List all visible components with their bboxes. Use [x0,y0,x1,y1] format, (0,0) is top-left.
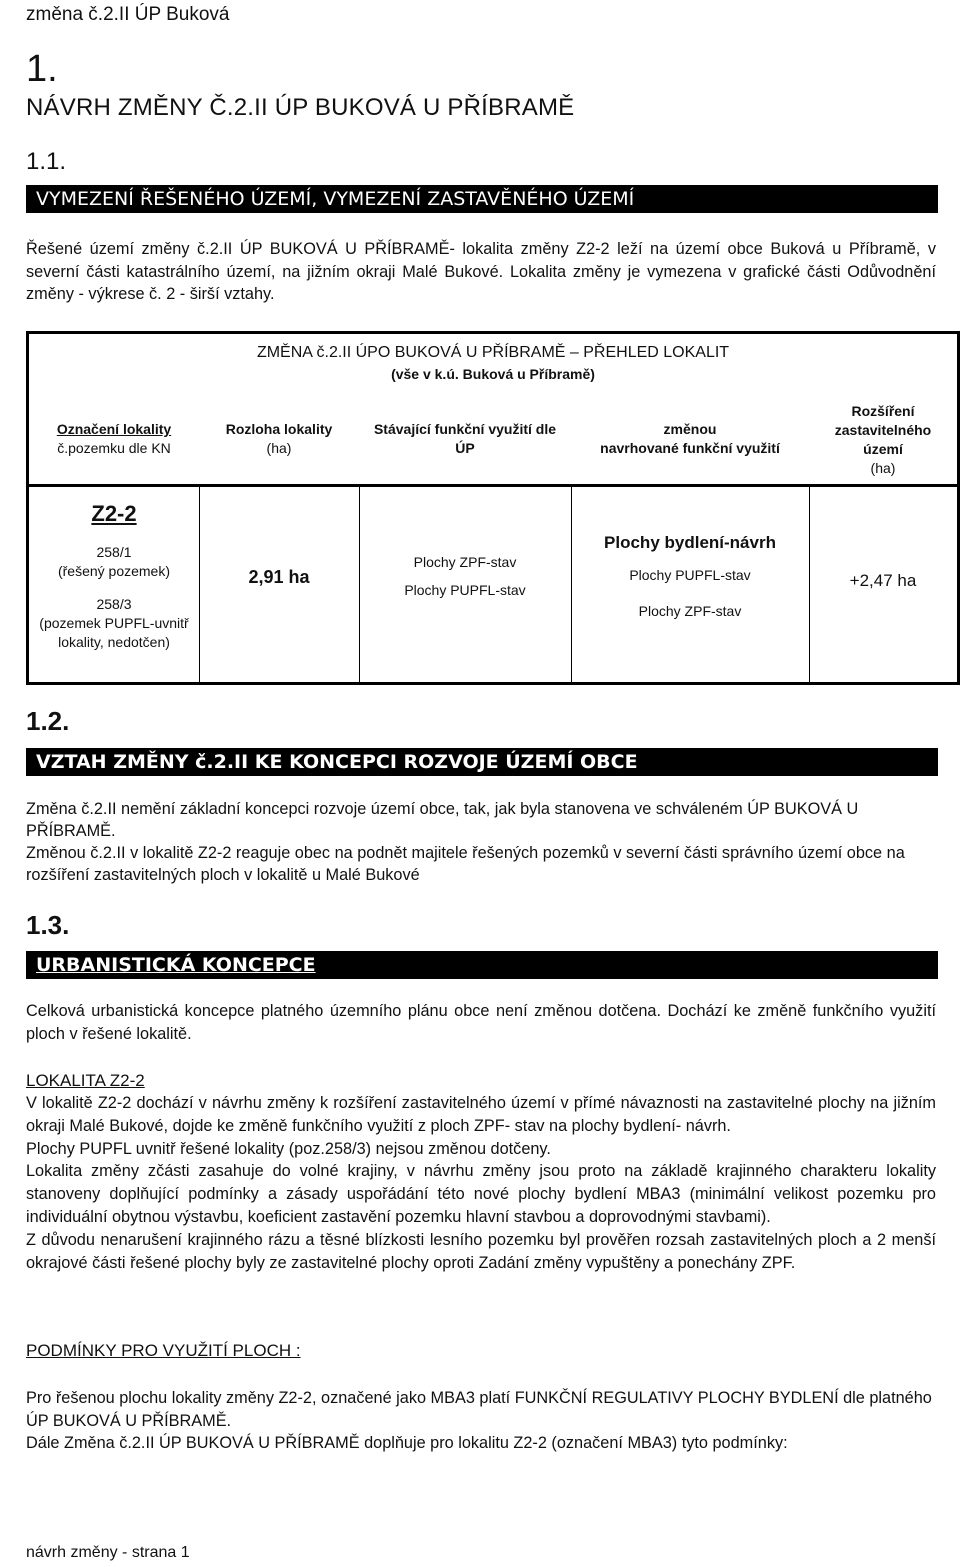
lokalita-text: V lokalitě Z2-2 dochází v návrhu změny k rozšíření zastavitelného území v přímé návaznosti na zastavitelné plochy na jižním okraji Malé Bukové, dojde ke změně funkčního využití z ploch ZPF- stav na plochy bydlení- návrh. Plochy PUPFL uvnitř řešené lokality (poz.258/3) nejsou změnou dotčeny. Lokalita změny zčásti zasahuje do volné krajiny, v návrhu změny jsou proto na základě krajinného charakteru lokality stanoveny doplňující podmínky a zásady uspořádání této nové plochy bydlení MBA3 (minimální velikost pozemku pro individuální obytnou výstavbu, koeficient zastavění pozemku hlavní stavbou a doprovodnými stavbami). Z důvodu nenarušení krajinného rázu a těsné blízkosti lesního pozemku byl prověřen rozsah zastavitelných ploch a 2 menší okrajové části řešené plochy byly ze zastavitelné plochy oproti Zadání změny vypuštěny a ponechány ZPF. [26,1094,936,1272]
row-area: 2,91 ha [248,567,310,587]
section-1-2-number: 1.2. [26,706,70,736]
table-header-rule [29,484,957,487]
header-col-2: Rozloha lokality (ha) [225,421,333,456]
section-1-2-heading-bar: VZTAH ZMĚNY č.2.II KE KONCEPCI ROZVOJE ÚZEMÍ OBCE [26,748,938,776]
podminky-title: PODMÍNKY PRO VYUŽITÍ PLOCH : [26,1341,301,1360]
document-header: změna č.2.II ÚP Buková [26,4,230,25]
header-col-3: Stávající funkční využití dle ÚP [373,421,557,456]
header-col-1: Označení lokality č.pozemku dle KN [56,421,172,456]
table-title: ZMĚNA č.2.II ÚPO BUKOVÁ U PŘÍBRAMĚ – PŘEHLED LOKALIT [256,344,730,361]
header-col-4: změnou navrhované funkční využití [600,421,780,456]
header-col-5: Rozšíření zastavitelného území (ha) [834,403,932,476]
section-1-2-text: Změna č.2.II nemění základní koncepci rozvoje území obce, tak, jak byla stanovena ve schváleném ÚP BUKOVÁ U PŘÍBRAMĚ. Změnou č.2.II v lokalitě Z2-2 reaguje obec na podnět majitele řešených pozemků v severní části správního území obce na rozšíření zastavitelných ploch v lokalitě u Malé Bukové [26,800,905,884]
row-lokality-cell: Z2-2 258/1 (řešený pozemek) 258/3 (pozemek PUPFL-uvnitř lokality, nedotčen) [29,499,199,652]
section-1-title: NÁVRH ZMĚNY Č.2.II ÚP BUKOVÁ U PŘÍBRAMĚ [26,94,575,121]
lokalita-id: Z2-2 [91,501,137,526]
lokalita-title: LOKALITA Z2-2 [26,1071,145,1090]
section-1-3-text: Celková urbanistická koncepce platného územního plánu obce není změnou dotčena. Dochází ke změně funkčního využití ploch v řešené lokalitě. [26,1002,936,1043]
podminky-text: Pro řešenou plochu lokality změny Z2-2, označené jako MBA3 platí FUNKČNÍ REGULATIVY PLOCHY BYDLENÍ dle platného ÚP BUKOVÁ U PŘÍBRAMĚ. Dále Změna č.2.II ÚP BUKOVÁ U PŘÍBRAMĚ doplňuje pro lokalitu Z2-2 (označení MBA3) tyto podmínky: [26,1389,932,1452]
lokality-table [26,331,960,685]
section-1-3-number: 1.3. [26,910,70,940]
section-1-number: 1. [26,48,58,90]
row-extension: +2,47 ha [849,571,917,590]
row-current-use: Plochy ZPF-stav Plochy PUPFL-stav [404,554,526,598]
section-1-1-text: Řešené území změny č.2.II ÚP BUKOVÁ U PŘÍBRAMĚ- lokalita změny Z2-2 leží na území obce Buková u Příbramě, v severní části katastrálního území, na jižním okraji Malé Bukové. Lokalita změny je vymezena v grafické části Odůvodnění změny - výkrese č. 2 - širší vztahy. [26,240,936,303]
section-1-3-heading-bar: URBANISTICKÁ KONCEPCE [26,951,938,979]
table-subtitle: (vše v k.ú. Buková u Příbramě) [391,366,595,382]
row-proposed-use: Plochy bydlení-návrh Plochy PUPFL-stav Plochy ZPF-stav [604,533,776,619]
page-footer: návrh změny - strana 1 [26,1544,190,1561]
section-1-1-number: 1.1. [26,148,67,175]
section-1-1-heading-bar: VYMEZENÍ ŘEŠENÉHO ÚZEMÍ, VYMEZENÍ ZASTAVĚNÉHO ÚZEMÍ [26,185,938,213]
